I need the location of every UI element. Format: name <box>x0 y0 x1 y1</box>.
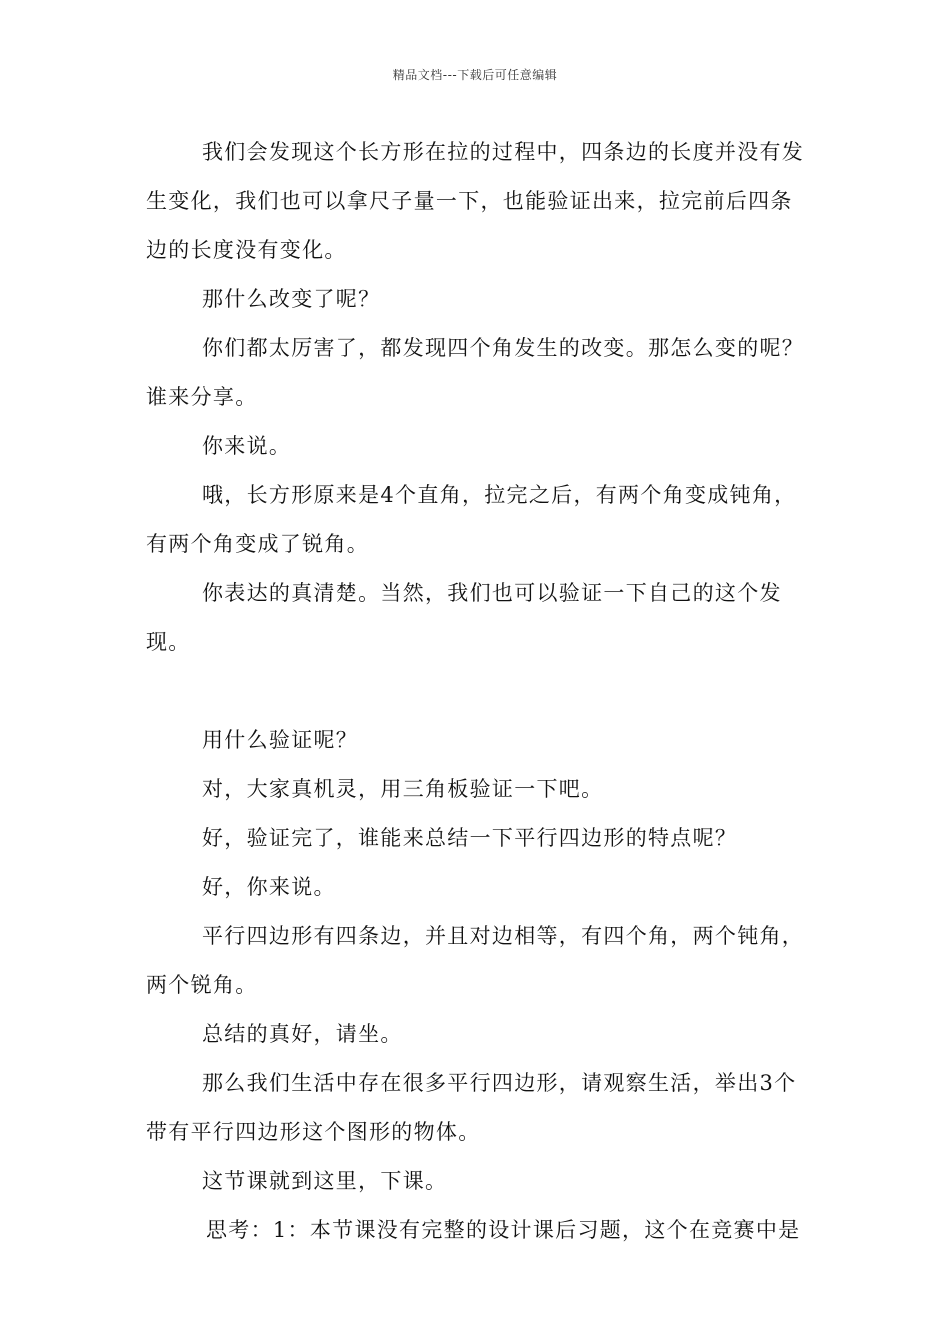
paragraph: 好，验证完了，谁能来总结一下平行四边形的特点呢？ <box>202 826 738 850</box>
paragraph: 好，你来说。 <box>202 875 336 899</box>
paragraph: 用什么验证呢？ <box>202 728 359 752</box>
paragraph-gap <box>146 667 814 716</box>
paragraph: 我们会发现这个长方形在拉的过程中，四条边的长度并没有发生变化，我们也可以拿尺子量一下，也能验证出来，拉完前后四条边的长度没有变化。 <box>146 140 805 262</box>
paragraph: 你们都太厉害了，都发现四个角发生的改变。那怎么变的呢？谁来分享。 <box>146 336 805 409</box>
paragraph: 你表达的真清楚。当然，我们也可以验证一下自己的这个发现。 <box>146 581 782 654</box>
paragraph: 哦，长方形原来是4个直角，拉完之后，有两个角变成钝角，有两个角变成了锐角。 <box>146 483 797 556</box>
paragraph: 平行四边形有四条边，并且对边相等，有四个角，两个钝角，两个锐角。 <box>146 924 805 997</box>
page-header: 精品文档---下载后可任意编辑 <box>392 68 558 82</box>
document-body <box>146 128 814 1255</box>
paragraph: 对，大家真机灵，用三角板验证一下吧。 <box>202 777 604 801</box>
paragraph: 那么我们生活中存在很多平行四边形，请观察生活，举出3个带有平行四边形这个图形的物体。 <box>146 1071 797 1144</box>
paragraph: 这节课就到这里，下课。 <box>202 1169 448 1193</box>
paragraph: 思考：1：本节课没有完整的设计课后习题，这个在竞赛中是 <box>206 1218 801 1242</box>
paragraph: 你来说。 <box>202 434 292 458</box>
paragraph: 那什么改变了呢？ <box>202 287 381 311</box>
paragraph: 总结的真好，请坐。 <box>202 1022 403 1046</box>
